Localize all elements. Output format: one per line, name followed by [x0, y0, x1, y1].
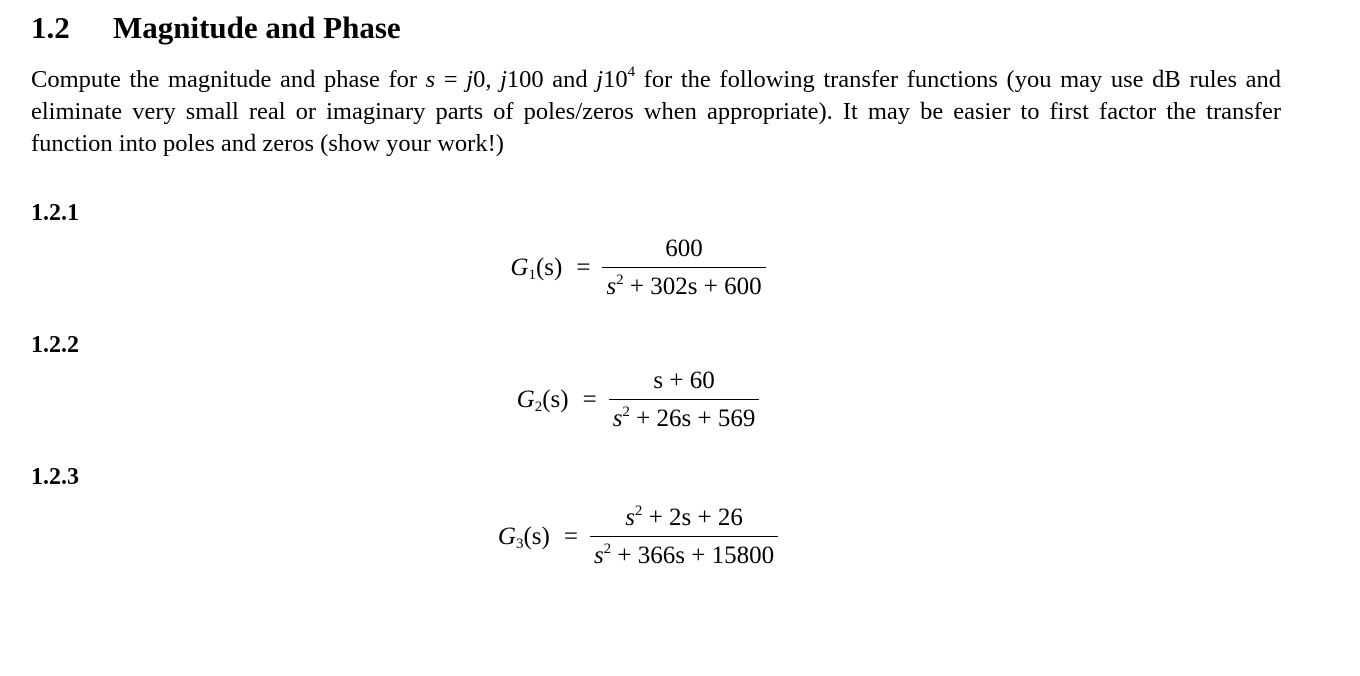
equation-g3 [0, 503, 1346, 571]
numerator [621, 503, 747, 533]
function-letter: G [510, 254, 529, 281]
intro-j-unit-3: j [596, 66, 604, 93]
intro-j-unit-2: j [500, 66, 507, 93]
function-subscript: 3 [515, 536, 524, 552]
equation-lhs [517, 386, 569, 414]
equation-g2 [0, 366, 1346, 434]
numerator-s: s [625, 504, 635, 531]
section-number: 1.2 [31, 10, 70, 45]
equation-g1 [0, 234, 1346, 302]
denominator [609, 404, 760, 434]
fraction [590, 503, 778, 571]
denominator [590, 541, 778, 571]
denominator-s: s [606, 273, 617, 300]
function-letter: G [516, 386, 535, 413]
intro-value-1: 0, [473, 66, 501, 93]
denominator-rest: + 366s + 15800 [611, 542, 775, 569]
equals-sign: = [582, 386, 597, 413]
denominator-exponent: 2 [603, 541, 612, 557]
numerator-rest: + 2s + 26 [642, 504, 743, 531]
fraction [602, 234, 765, 302]
function-subscript: 1 [528, 267, 536, 283]
subsection-heading-1: 1.2.1 [31, 200, 79, 226]
function-argument: (s) [535, 254, 563, 281]
intro-j-unit-1: j [466, 66, 474, 93]
denominator-exponent: 2 [616, 272, 624, 288]
intro-s-variable: s [425, 66, 436, 93]
subsection-heading-2: 1.2.2 [31, 332, 79, 358]
subsection-heading-3: 1.2.3 [31, 464, 79, 490]
numerator: s + 60 [653, 367, 715, 394]
denominator-rest: + 302s + 600 [623, 273, 762, 300]
intro-equals: = [435, 66, 467, 93]
equals-sign: = [576, 254, 591, 281]
denominator [602, 272, 765, 302]
section-title: Magnitude and Phase [113, 10, 401, 45]
section-heading [31, 10, 401, 46]
equals-sign: = [563, 523, 578, 550]
fraction-bar [590, 536, 778, 537]
function-argument: (s) [523, 523, 550, 550]
numerator-exponent: 2 [634, 503, 643, 519]
fraction-bar [602, 267, 765, 268]
intro-value-3-exponent: 4 [627, 64, 636, 80]
numerator: 600 [665, 235, 703, 262]
intro-value-3-base: 10 [603, 66, 628, 93]
denominator-s: s [612, 405, 623, 432]
intro-text-start: Compute the magnitude and phase for [31, 66, 426, 93]
function-argument: (s) [542, 386, 569, 413]
fraction [609, 366, 760, 434]
denominator-rest: + 26s + 569 [629, 405, 756, 432]
equation-lhs [510, 254, 562, 282]
intro-value-2: 100 and [506, 66, 597, 93]
denominator-s: s [593, 542, 604, 569]
intro-paragraph [31, 64, 1281, 160]
denominator-exponent: 2 [622, 404, 630, 420]
function-letter: G [497, 523, 516, 550]
equation-lhs [498, 523, 550, 551]
function-subscript: 2 [534, 399, 543, 415]
intro-text-end: for the following transfer functions (you may use dB rules and eliminate very small real or imaginary parts of poles/zeros when appropriate). It may be easier to first factor the transfer function into poles and zeros (show your work!) [31, 66, 1282, 157]
fraction-bar [609, 399, 760, 400]
